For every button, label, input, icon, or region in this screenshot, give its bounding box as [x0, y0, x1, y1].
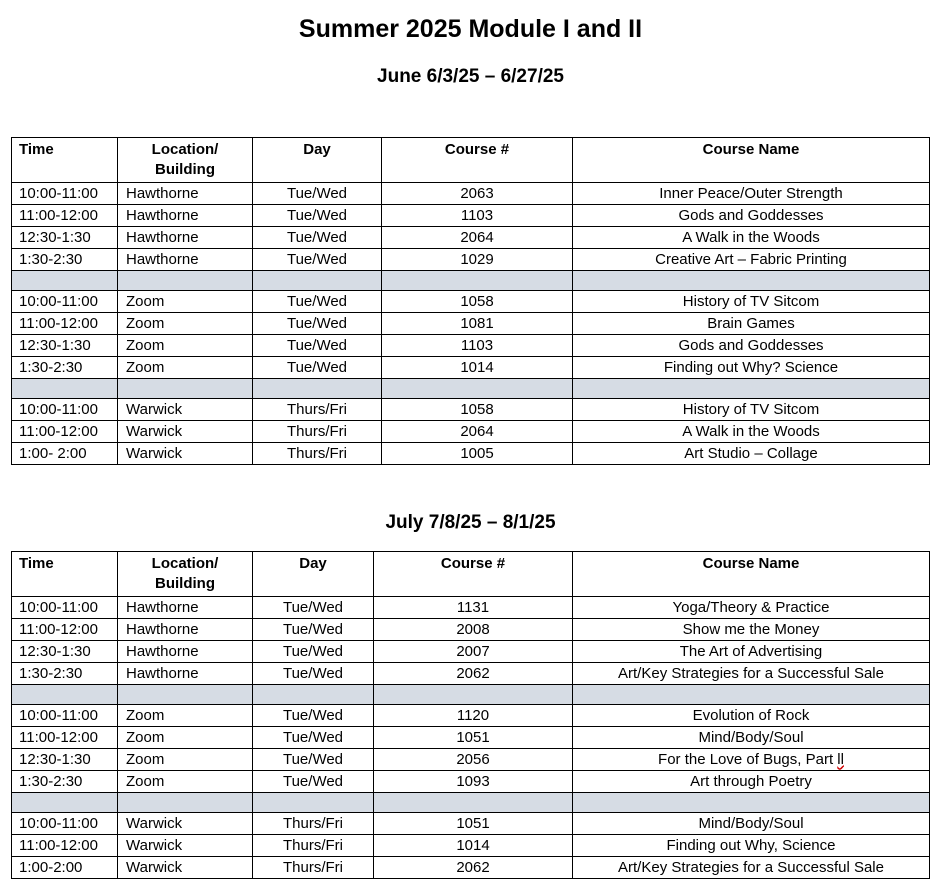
table-row [12, 443, 930, 465]
separator-row [12, 379, 930, 399]
cell-course-name: History of TV Sitcom [573, 291, 930, 313]
cell-course-number: 2064 [382, 421, 573, 443]
cell-location: Hawthorne [118, 619, 253, 641]
cell-location: Hawthorne [118, 205, 253, 227]
cell-course-name: Art through Poetry [573, 771, 930, 793]
cell-course-name: Evolution of Rock [573, 705, 930, 727]
cell-course-number: 1014 [382, 357, 573, 379]
cell-day: Thurs/Fri [253, 443, 382, 465]
cell-time: 11:00-12:00 [12, 313, 118, 335]
cell-course-number: 2008 [374, 619, 573, 641]
cell-course-number: 1103 [382, 205, 573, 227]
cell-time: 1:00- 2:00 [12, 443, 118, 465]
header-day: Day [253, 138, 382, 183]
cell-time: 12:30-1:30 [12, 749, 118, 771]
cell-time: 10:00-11:00 [12, 597, 118, 619]
cell-location: Hawthorne [118, 641, 253, 663]
cell-day: Tue/Wed [253, 249, 382, 271]
separator-cell [382, 379, 573, 399]
table-row [12, 421, 930, 443]
cell-time: 10:00-11:00 [12, 183, 118, 205]
cell-location: Hawthorne [118, 597, 253, 619]
cell-course-number: 2056 [374, 749, 573, 771]
separator-cell [374, 685, 573, 705]
cell-location: Warwick [118, 443, 253, 465]
table-row [12, 399, 930, 421]
table-row [12, 619, 930, 641]
cell-day: Tue/Wed [253, 205, 382, 227]
table-row [12, 335, 930, 357]
cell-course-number: 1058 [382, 291, 573, 313]
header-location: Location/ Building [118, 552, 253, 597]
cell-location: Zoom [118, 291, 253, 313]
separator-row [12, 793, 930, 813]
separator-row [12, 685, 930, 705]
spellcheck-mark: ll [837, 750, 844, 768]
cell-location: Zoom [118, 335, 253, 357]
document-title: Summer 2025 Module I and II [298, 15, 643, 43]
cell-course-name: Inner Peace/Outer Strength [573, 183, 930, 205]
cell-course-number: 2062 [374, 663, 573, 685]
table-row [12, 727, 930, 749]
cell-course-name: History of TV Sitcom [573, 399, 930, 421]
separator-cell [12, 271, 118, 291]
cell-time: 11:00-12:00 [12, 727, 118, 749]
cell-course-number: 1014 [374, 835, 573, 857]
table-row [12, 835, 930, 857]
table-row [12, 357, 930, 379]
schedule-table-july [11, 551, 930, 879]
cell-time: 10:00-11:00 [12, 291, 118, 313]
cell-time: 1:30-2:30 [12, 663, 118, 685]
header-location: Location/ Building [118, 138, 253, 183]
cell-course-name: Show me the Money [573, 619, 930, 641]
cell-course-number: 1005 [382, 443, 573, 465]
cell-location: Zoom [118, 771, 253, 793]
table-header-row [12, 138, 930, 183]
cell-location: Zoom [118, 357, 253, 379]
cell-course-number: 1029 [382, 249, 573, 271]
cell-course-name: The Art of Advertising [573, 641, 930, 663]
header-day: Day [253, 552, 374, 597]
separator-cell [118, 793, 253, 813]
cell-time: 12:30-1:30 [12, 227, 118, 249]
separator-cell [12, 793, 118, 813]
cell-course-name: Finding out Why? Science [573, 357, 930, 379]
cell-location: Zoom [118, 749, 253, 771]
cell-time: 12:30-1:30 [12, 335, 118, 357]
table-row [12, 291, 930, 313]
cell-course-number: 2007 [374, 641, 573, 663]
separator-cell [253, 685, 374, 705]
cell-time: 1:30-2:30 [12, 357, 118, 379]
cell-course-number: 1093 [374, 771, 573, 793]
cell-course-name: Brain Games [573, 313, 930, 335]
cell-day: Tue/Wed [253, 663, 374, 685]
cell-time: 1:00-2:00 [12, 857, 118, 879]
table-row [12, 813, 930, 835]
cell-course-name: Yoga/Theory & Practice [573, 597, 930, 619]
header-course-name: Course Name [573, 138, 930, 183]
table-row [12, 313, 930, 335]
cell-day: Tue/Wed [253, 705, 374, 727]
cell-day: Tue/Wed [253, 335, 382, 357]
cell-day: Thurs/Fri [253, 857, 374, 879]
section-heading-june: June 6/3/25 – 6/27/25 [377, 66, 564, 87]
cell-time: 11:00-12:00 [12, 205, 118, 227]
cell-course-name: Finding out Why, Science [573, 835, 930, 857]
cell-location: Hawthorne [118, 227, 253, 249]
header-course-name: Course Name [573, 552, 930, 597]
cell-day: Tue/Wed [253, 357, 382, 379]
cell-time: 1:30-2:30 [12, 771, 118, 793]
cell-day: Tue/Wed [253, 771, 374, 793]
cell-course-number: 1120 [374, 705, 573, 727]
cell-day: Tue/Wed [253, 313, 382, 335]
cell-course-name: Gods and Goddesses [573, 335, 930, 357]
cell-location: Hawthorne [118, 249, 253, 271]
cell-course-name: For the Love of Bugs, Part ll [573, 749, 930, 771]
cell-location: Zoom [118, 313, 253, 335]
separator-cell [12, 685, 118, 705]
cell-day: Thurs/Fri [253, 813, 374, 835]
header-time: Time [12, 138, 118, 183]
cell-course-name: A Walk in the Woods [573, 421, 930, 443]
cell-course-name: Art/Key Strategies for a Successful Sale [573, 663, 930, 685]
table-row [12, 641, 930, 663]
cell-time: 11:00-12:00 [12, 619, 118, 641]
cell-location: Warwick [118, 813, 253, 835]
cell-day: Thurs/Fri [253, 399, 382, 421]
cell-day: Tue/Wed [253, 749, 374, 771]
separator-cell [573, 685, 930, 705]
cell-time: 11:00-12:00 [12, 835, 118, 857]
cell-location: Warwick [118, 399, 253, 421]
cell-location: Warwick [118, 835, 253, 857]
separator-cell [382, 271, 573, 291]
table-row [12, 183, 930, 205]
cell-location: Warwick [118, 421, 253, 443]
schedule-table-june [11, 137, 930, 465]
cell-course-number: 1051 [374, 813, 573, 835]
header-course-number: Course # [374, 552, 573, 597]
table-row [12, 857, 930, 879]
cell-course-number: 2063 [382, 183, 573, 205]
cell-day: Tue/Wed [253, 597, 374, 619]
cell-time: 10:00-11:00 [12, 705, 118, 727]
separator-cell [374, 793, 573, 813]
cell-course-number: 2064 [382, 227, 573, 249]
cell-time: 1:30-2:30 [12, 249, 118, 271]
table-row [12, 663, 930, 685]
table-row [12, 597, 930, 619]
cell-course-name: Art/Key Strategies for a Successful Sale [573, 857, 930, 879]
cell-course-number: 1103 [382, 335, 573, 357]
separator-cell [253, 379, 382, 399]
cell-time: 12:30-1:30 [12, 641, 118, 663]
cell-location: Hawthorne [118, 663, 253, 685]
table-header-row [12, 552, 930, 597]
cell-course-name: Art Studio – Collage [573, 443, 930, 465]
cell-location: Zoom [118, 727, 253, 749]
separator-cell [573, 793, 930, 813]
cell-course-name: Mind/Body/Soul [573, 813, 930, 835]
separator-cell [118, 271, 253, 291]
cell-course-number: 1051 [374, 727, 573, 749]
separator-cell [12, 379, 118, 399]
table-row [12, 705, 930, 727]
separator-cell [253, 271, 382, 291]
cell-time: 10:00-11:00 [12, 813, 118, 835]
cell-course-number: 1131 [374, 597, 573, 619]
separator-cell [253, 793, 374, 813]
table-row [12, 205, 930, 227]
cell-location: Warwick [118, 857, 253, 879]
cell-day: Tue/Wed [253, 619, 374, 641]
cell-day: Tue/Wed [253, 183, 382, 205]
table-row [12, 249, 930, 271]
cell-day: Tue/Wed [253, 641, 374, 663]
cell-location: Zoom [118, 705, 253, 727]
cell-day: Thurs/Fri [253, 421, 382, 443]
table-row [12, 227, 930, 249]
separator-cell [573, 379, 930, 399]
cell-course-number: 1058 [382, 399, 573, 421]
cell-location: Hawthorne [118, 183, 253, 205]
cell-course-name: A Walk in the Woods [573, 227, 930, 249]
separator-row [12, 271, 930, 291]
separator-cell [118, 685, 253, 705]
cell-day: Tue/Wed [253, 727, 374, 749]
cell-course-name: Gods and Goddesses [573, 205, 930, 227]
cell-day: Thurs/Fri [253, 835, 374, 857]
cell-time: 11:00-12:00 [12, 421, 118, 443]
section-heading-july: July 7/8/25 – 8/1/25 [385, 512, 556, 533]
cell-course-number: 1081 [382, 313, 573, 335]
cell-day: Tue/Wed [253, 227, 382, 249]
separator-cell [118, 379, 253, 399]
cell-course-number: 2062 [374, 857, 573, 879]
cell-course-name: Creative Art – Fabric Printing [573, 249, 930, 271]
table-row [12, 771, 930, 793]
header-time: Time [12, 552, 118, 597]
table-row [12, 749, 930, 771]
separator-cell [573, 271, 930, 291]
cell-day: Tue/Wed [253, 291, 382, 313]
cell-course-name: Mind/Body/Soul [573, 727, 930, 749]
cell-time: 10:00-11:00 [12, 399, 118, 421]
header-course-number: Course # [382, 138, 573, 183]
